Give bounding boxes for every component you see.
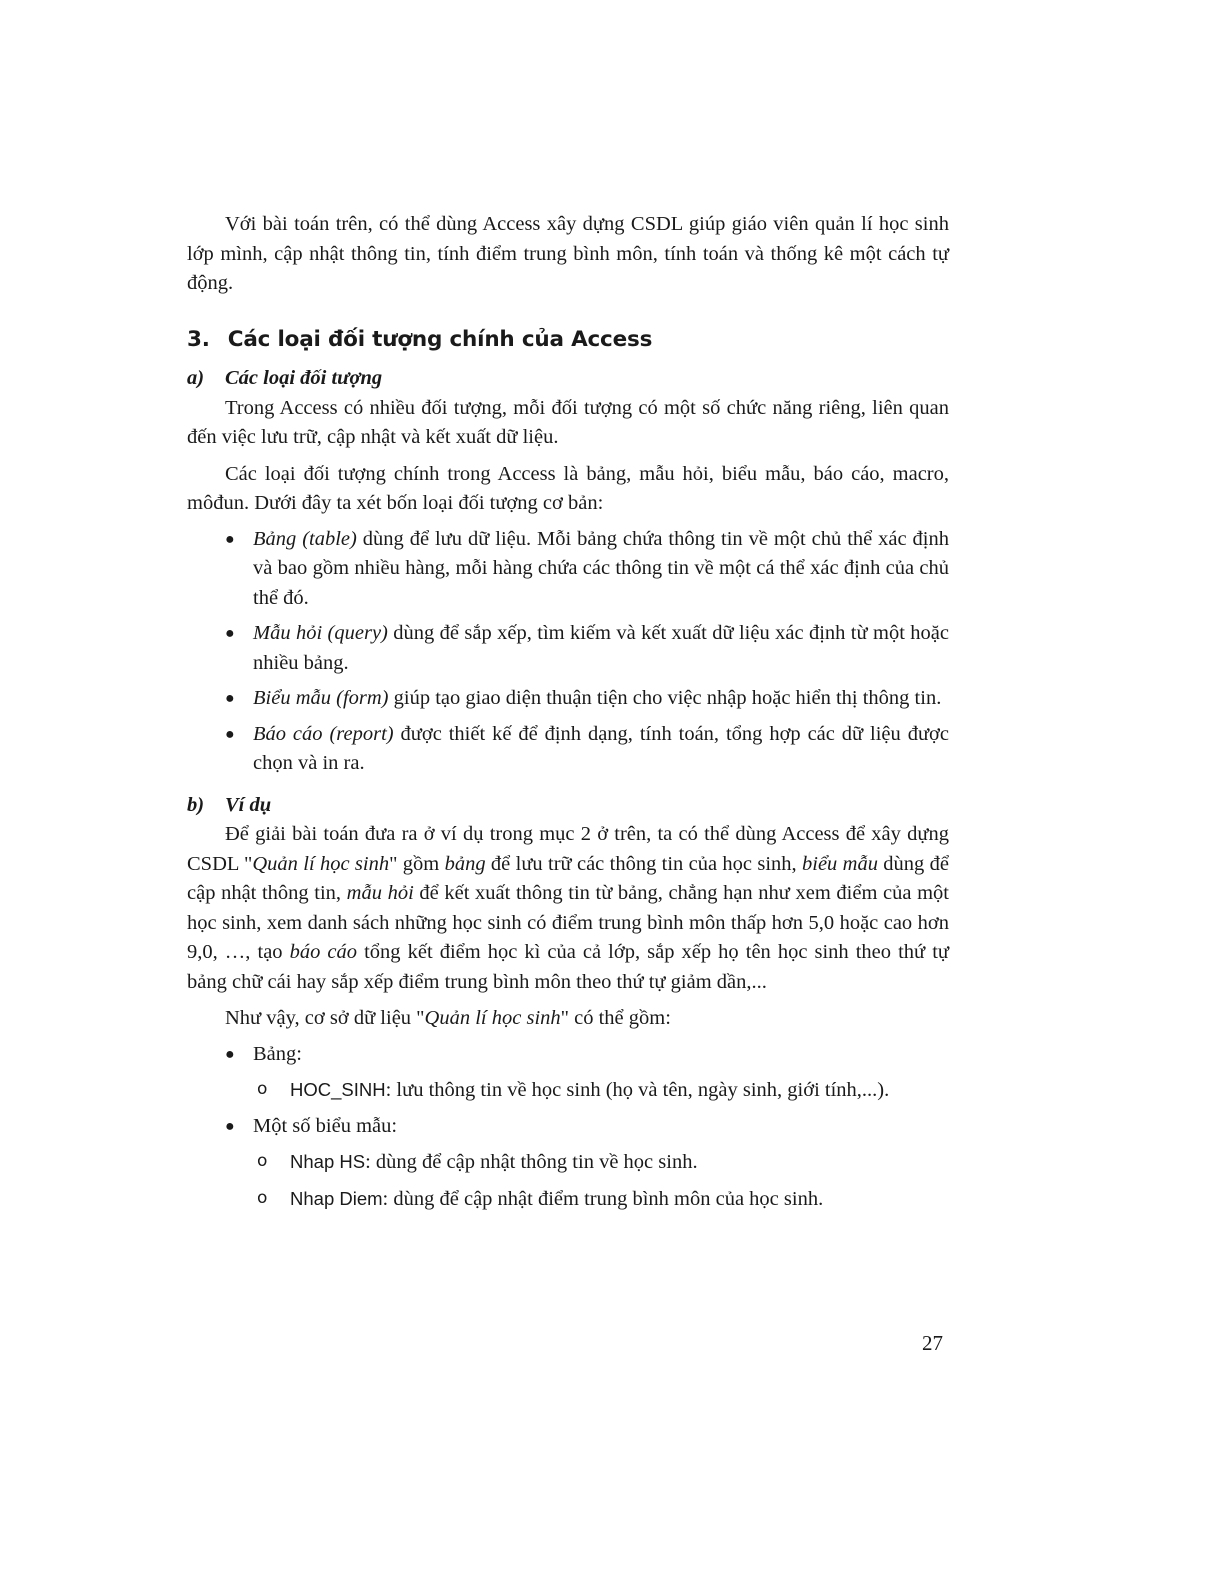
section-title: Các loại đối tượng chính của Access bbox=[227, 326, 653, 352]
text-run: " gồm bbox=[389, 852, 445, 875]
list-item-label: Bảng: bbox=[253, 1042, 302, 1065]
section-heading bbox=[187, 325, 949, 355]
page-content bbox=[187, 210, 949, 1214]
list-item-label: Một số biểu mẫu: bbox=[253, 1114, 398, 1137]
sublist-item bbox=[187, 1184, 949, 1215]
object-name: Nhap HS bbox=[290, 1151, 366, 1172]
section-number: 3. bbox=[187, 326, 210, 352]
subsection-a-paragraph-2: Các loại đối tượng chính trong Access là bảng, mẫu hỏi, biểu mẫu, báo cáo, macro, môđun. Dưới đây ta xét bốn loại đối tượng cơ bản: bbox=[187, 462, 949, 514]
bullet-text: được thiết kế để định dạng, tính toán, tổng hợp các dữ liệu được chọn và in ra. bbox=[253, 722, 949, 774]
bullet-icon: ● bbox=[225, 1045, 235, 1063]
object-name: Nhap Diem bbox=[290, 1187, 383, 1209]
subsection-b-paragraph-1 bbox=[187, 820, 949, 997]
page-number: 27 bbox=[922, 1331, 943, 1355]
database-components-list-forms bbox=[187, 1112, 949, 1142]
list-item bbox=[187, 525, 949, 614]
italic-run: biểu mẫu bbox=[802, 852, 878, 875]
object-description: : dùng để cập nhật điểm trung bình môn của học sinh. bbox=[382, 1187, 824, 1210]
circle-bullet-icon: o bbox=[257, 1079, 268, 1099]
subsection-a-heading bbox=[187, 364, 949, 394]
bullet-icon: ● bbox=[225, 1117, 235, 1135]
text-run: Như vậy, cơ sở dữ liệu " bbox=[225, 1007, 425, 1029]
bullet-text: giúp tạo giao diện thuận tiện cho việc nhập hoặc hiển thị thông tin. bbox=[388, 687, 942, 709]
bullet-icon: ● bbox=[225, 690, 235, 707]
list-item bbox=[187, 1112, 949, 1142]
object-description: : lưu thông tin về học sinh (họ và tên, ngày sinh, giới tính,...). bbox=[385, 1079, 890, 1101]
bullet-term: Mẫu hỏi (query) bbox=[253, 622, 388, 644]
italic-run: Quản lí học sinh bbox=[252, 852, 390, 875]
text-run: " có thể gồm: bbox=[560, 1007, 671, 1029]
list-item bbox=[187, 720, 949, 779]
italic-run: bảng bbox=[444, 852, 486, 875]
subsection-b-label: b) bbox=[187, 793, 205, 816]
subsection-a-paragraph-1: Trong Access có nhiều đối tượng, mỗi đối tượng có một số chức năng riêng, liên quan đến việc lưu trữ, cập nhật và kết xuất dữ liệu. bbox=[187, 396, 949, 448]
intro-paragraph: Với bài toán trên, có thể dùng Access xây dựng CSDL giúp giáo viên quản lí học sinh lớp mình, cập nhật thông tin, tính điểm trung bình môn, tính toán và thống kê một cách tự động. bbox=[187, 213, 949, 294]
bullet-icon: ● bbox=[225, 625, 235, 642]
text-run: Để giải bài toán đưa ra ở ví dụ trong mục 2 ở trên, ta có thể dùng Access để xây dựng CSDL " bbox=[187, 823, 949, 875]
bullet-term: Biểu mẫu (form) bbox=[253, 687, 389, 709]
text-run: tổng kết điểm học kì của cả lớp, sắp xếp họ tên học sinh theo thứ tự bảng chữ cái hay sắp xếp điểm trung bình môn theo thứ tự giảm dần,... bbox=[187, 941, 950, 993]
bullet-text: dùng để sắp xếp, tìm kiếm và kết xuất dữ liệu xác định từ một hoặc nhiều bảng. bbox=[253, 622, 949, 674]
circle-bullet-icon: o bbox=[257, 1187, 268, 1208]
tables-sublist bbox=[187, 1075, 949, 1106]
database-components-list bbox=[187, 1040, 949, 1070]
forms-sublist bbox=[187, 1147, 949, 1214]
subsection-a-label: a) bbox=[187, 367, 205, 389]
subsection-a-title: Các loại đối tượng bbox=[225, 367, 383, 389]
list-item bbox=[187, 619, 949, 678]
subsection-b-heading bbox=[187, 791, 949, 821]
text-run: để kết xuất thông tin từ bảng, chẳng hạn như xem điểm của một học sinh, xem danh sách những học sinh có điểm trung bình môn thấp hơn 5,0 hoặc cao hơn 9,0, …, tạo bbox=[187, 882, 949, 963]
bullet-text: dùng để lưu dữ liệu. Mỗi bảng chứa thông tin về một chủ thể xác định và bao gồm nhiều hàng, mỗi hàng chứa các thông tin về một cá thể xác định của chủ thể đó. bbox=[253, 527, 949, 609]
text-run: dùng để cập nhật thông tin, bbox=[187, 852, 949, 904]
list-item bbox=[187, 1040, 949, 1070]
italic-run: báo cáo bbox=[289, 941, 358, 963]
object-name: HOC_SINH bbox=[290, 1079, 386, 1100]
circle-bullet-icon: o bbox=[257, 1151, 268, 1171]
text-run: để lưu trữ các thông tin của học sinh, bbox=[485, 852, 802, 875]
italic-run: mẫu hỏi bbox=[346, 882, 414, 904]
subsection-b-title: Ví dụ bbox=[225, 793, 272, 816]
subsection-b-paragraph-2 bbox=[187, 1004, 949, 1034]
sublist-item bbox=[187, 1075, 949, 1106]
sublist-item bbox=[187, 1147, 949, 1178]
bullet-icon: ● bbox=[225, 530, 235, 548]
italic-run: Quản lí học sinh bbox=[424, 1007, 561, 1029]
bullet-icon: ● bbox=[225, 725, 235, 743]
list-item bbox=[187, 684, 949, 714]
bullet-term: Báo cáo (report) bbox=[253, 722, 394, 745]
object-types-list bbox=[187, 525, 949, 779]
object-description: : dùng để cập nhật thông tin về học sinh. bbox=[365, 1151, 698, 1173]
bullet-term: Bảng (table) bbox=[253, 527, 357, 550]
